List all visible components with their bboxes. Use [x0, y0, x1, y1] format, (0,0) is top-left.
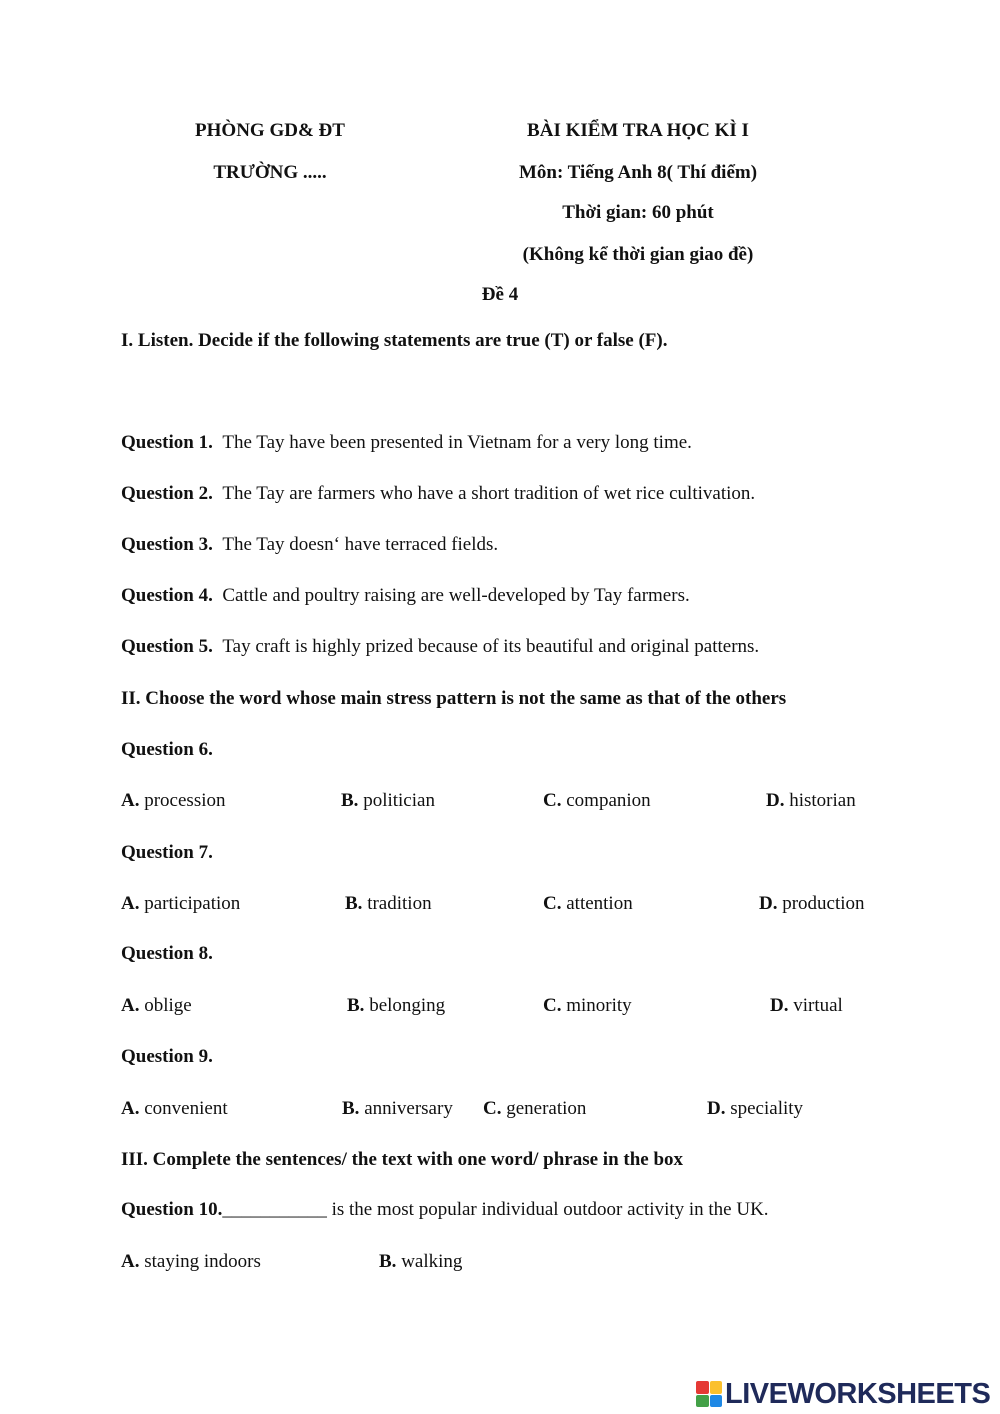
option-text: minority [566, 995, 632, 1016]
option-text: procession [144, 790, 226, 811]
question-label: Question 10. [121, 1199, 223, 1220]
option-d[interactable] [770, 995, 843, 1017]
question-text: The Tay are farmers who have a short tradition of wet rice cultivation. [222, 483, 756, 504]
option-text: participation [144, 893, 241, 914]
logo-text: LIVEWORKSHEETS [725, 1377, 991, 1410]
option-letter: A. [121, 995, 140, 1016]
question-2 [121, 483, 755, 505]
option-text: anniversary [364, 1098, 453, 1119]
question-4 [121, 585, 690, 607]
option-a[interactable] [121, 893, 240, 915]
option-d[interactable] [766, 790, 856, 812]
question-text: Cattle and poultry raising are well-developed by Tay farmers. [222, 585, 690, 606]
exam-time-note: (Không kể thời gian giao đề) [522, 244, 754, 265]
option-text: speciality [730, 1098, 804, 1119]
option-text: historian [789, 790, 856, 811]
option-c[interactable] [543, 995, 632, 1017]
question-label: Question 2. [121, 483, 213, 504]
department-name: PHÒNG GD& ĐT [195, 120, 345, 141]
question-label: Question 1. [121, 432, 213, 453]
option-b[interactable] [345, 893, 432, 915]
school-name: TRƯỜNG ..... [213, 162, 327, 183]
logo-mark-tile [710, 1381, 723, 1394]
option-text: production [782, 893, 865, 914]
option-letter: B. [342, 1098, 360, 1119]
option-text: attention [566, 893, 633, 914]
logo-mark-tile [710, 1395, 723, 1408]
option-text: oblige [144, 995, 192, 1016]
option-text: walking [401, 1251, 463, 1272]
option-d[interactable] [759, 893, 865, 915]
exam-title: BÀI KIỂM TRA HỌC KÌ I [527, 120, 749, 141]
option-b[interactable] [341, 790, 435, 812]
option-text: companion [566, 790, 651, 811]
option-b[interactable] [342, 1098, 453, 1120]
question-label: Question 5. [121, 636, 213, 657]
logo-mark-tile [696, 1381, 709, 1394]
question-3 [121, 534, 498, 556]
option-letter: D. [770, 995, 789, 1016]
question-text: The Tay have been presented in Vietnam for a very long time. [222, 432, 692, 453]
option-b[interactable] [347, 995, 445, 1017]
section-2-title: II. Choose the word whose main stress pattern is not the same as that of the others [121, 688, 787, 709]
option-letter: C. [543, 790, 562, 811]
option-a[interactable] [121, 1251, 261, 1273]
option-text: tradition [367, 893, 432, 914]
option-letter: C. [483, 1098, 502, 1119]
option-text: staying indoors [144, 1251, 261, 1272]
option-text: convenient [144, 1098, 228, 1119]
question-label: Question 3. [121, 534, 213, 555]
option-d[interactable] [707, 1098, 803, 1120]
option-letter: C. [543, 893, 562, 914]
logo-mark-icon [696, 1381, 722, 1407]
question-10 [121, 1199, 769, 1221]
option-letter: A. [121, 1251, 140, 1272]
question-label: Question 4. [121, 585, 213, 606]
question-9-label: Question 9. [121, 1046, 213, 1067]
section-3-title: III. Complete the sentences/ the text with one word/ phrase in the box [121, 1149, 684, 1170]
option-text: politician [363, 790, 435, 811]
option-letter: D. [707, 1098, 726, 1119]
question-text: Tay craft is highly prized because of its beautiful and original patterns. [222, 636, 760, 657]
exam-time: Thời gian: 60 phút [562, 202, 714, 223]
option-letter: A. [121, 893, 140, 914]
question-text: is the most popular individual outdoor activity in the UK. [326, 1199, 769, 1220]
logo-mark-tile [696, 1395, 709, 1408]
option-letter: A. [121, 790, 140, 811]
option-text: virtual [793, 995, 843, 1016]
question-6-label: Question 6. [121, 739, 213, 760]
option-a[interactable] [121, 1098, 228, 1120]
option-letter: C. [543, 995, 562, 1016]
exam-code: Đề 4 [481, 284, 519, 305]
option-letter: D. [766, 790, 785, 811]
question-7-label: Question 7. [121, 842, 213, 863]
exam-subject: Môn: Tiếng Anh 8( Thí điểm) [518, 162, 758, 183]
section-1-title: I. Listen. Decide if the following statements are true (T) or false (F). [121, 330, 668, 351]
option-letter: B. [379, 1251, 397, 1272]
option-letter: D. [759, 893, 778, 914]
option-text: generation [506, 1098, 587, 1119]
option-b[interactable] [379, 1251, 462, 1273]
question-8-label: Question 8. [121, 943, 213, 964]
option-letter: B. [341, 790, 359, 811]
question-5 [121, 636, 759, 658]
option-a[interactable] [121, 995, 192, 1017]
option-text: belonging [369, 995, 446, 1016]
question-text: The Tay doesn‘ have terraced fields. [222, 534, 499, 555]
option-letter: B. [345, 893, 363, 914]
option-c[interactable] [483, 1098, 586, 1120]
option-c[interactable] [543, 893, 633, 915]
option-c[interactable] [543, 790, 651, 812]
option-a[interactable] [121, 790, 226, 812]
answer-blank[interactable]: ___________ [222, 1199, 327, 1220]
option-letter: A. [121, 1098, 140, 1119]
liveworksheets-logo [696, 1378, 990, 1410]
question-1 [121, 432, 692, 454]
option-letter: B. [347, 995, 365, 1016]
